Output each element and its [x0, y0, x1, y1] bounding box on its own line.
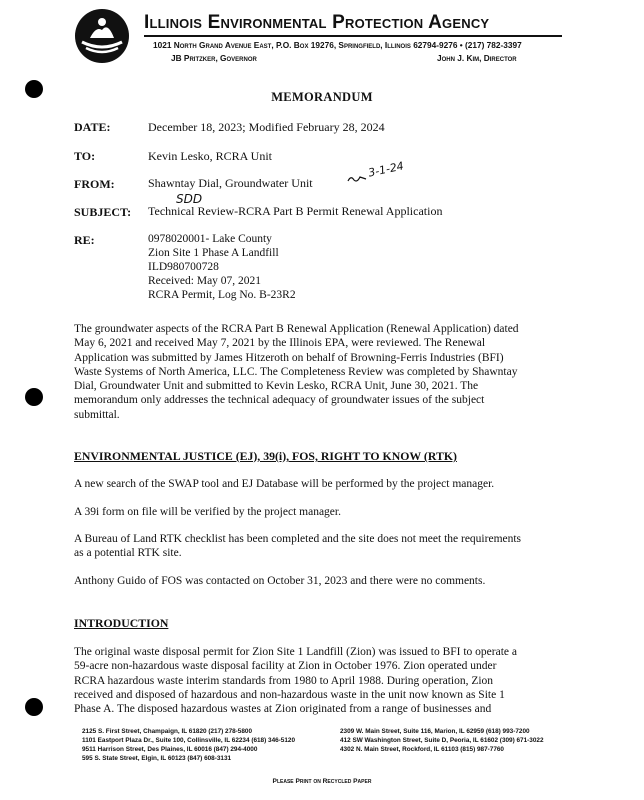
- to-value: Kevin Lesko, RCRA Unit: [148, 149, 273, 163]
- re-label: RE:: [74, 233, 95, 247]
- from-label: FROM:: [74, 177, 115, 191]
- date-label: DATE:: [74, 120, 111, 134]
- handwritten-date: 3-1-24: [367, 159, 405, 180]
- paragraph-line: May 6, 2021 and received May 7, 2021 by the Illinois EPA, were reviewed. The Renewal: [74, 337, 486, 350]
- footer-address-line: 2125 S. First Street, Champaign, IL 61820 (217) 278-5800: [82, 728, 253, 735]
- paragraph-line: 59-acre non-hazardous waste disposal facility at Zion in October 1976. Zion operated under: [74, 660, 497, 673]
- governor-name: JB Pritzker, Governor: [171, 53, 257, 63]
- agency-name: Illinois Environmental Protection Agency: [144, 12, 490, 33]
- paragraph-line: Phase A. The disposed hazardous wastes at Zion originated from a range of businesses and: [74, 703, 492, 716]
- paragraph-line: RCRA hazardous waste interim standards from 1980 to April 1988. During operation, Zion: [74, 674, 494, 687]
- paragraph-line: memorandum only addresses the technical adequacy of groundwater issues of the subject: [74, 394, 485, 407]
- paragraph-line: Application was submitted by James Hitzeroth on behalf of Browning-Ferris Industries (BFI): [74, 351, 504, 364]
- footer-address-line: 9511 Harrison Street, Des Plaines, IL 60016 (847) 294-4000: [82, 746, 258, 753]
- handwritten-initials: SDD: [176, 192, 203, 206]
- paragraph-line: Anthony Guido of FOS was contacted on October 31, 2023 and there were no comments.: [74, 575, 486, 587]
- re-line: RCRA Permit, Log No. B-23R2: [148, 289, 296, 301]
- ej-paragraph-2: [74, 505, 574, 519]
- date-value: December 18, 2023; Modified February 28, 2024: [148, 120, 385, 134]
- ej-section-title: ENVIRONMENTAL JUSTICE (EJ), 39(i), FOS, RIGHT TO KNOW (RTK): [74, 449, 457, 463]
- footer-addresses-left: [82, 727, 295, 763]
- paragraph-line: Waste Systems of North America, LLC. The Completeness Review was completed by Shawntay: [74, 365, 518, 378]
- paragraph-line: A Bureau of Land RTK checklist has been completed and the site does not meet the requirements: [74, 533, 522, 545]
- footer-address-line: 412 SW Washington Street, Suite D, Peoria, IL 61602 (309) 671-3022: [340, 737, 544, 744]
- paragraph-line: received and disposed of hazardous and non-hazardous waste in the unit now known as Site 1: [74, 688, 505, 701]
- footer-address-line: 1101 Eastport Plaza Dr., Suite 100, Collinsville, IL 62234 (618) 346-5120: [82, 737, 296, 744]
- paragraph-line: Dial, Groundwater Unit and submitted to Kevin Lesko, RCRA Unit, June 30, 2021. The: [74, 380, 479, 393]
- footer-address-line: 2309 W. Main Street, Suite 116, Marion, IL 62959 (618) 993-7200: [340, 728, 530, 735]
- paragraph-line: as a potential RTK site.: [74, 547, 182, 560]
- paragraph-line: A new search of the SWAP tool and EJ Database will be performed by the project manager.: [74, 478, 495, 490]
- ej-paragraph-4: [74, 574, 574, 588]
- ej-paragraph-1: [74, 477, 574, 491]
- signature-scribble: [347, 174, 367, 184]
- letterhead-rule: [144, 35, 562, 37]
- footer-address-line: 595 S. State Street, Elgin, IL 60123 (847) 608-3131: [82, 755, 232, 762]
- from-value: Shawntay Dial, Groundwater Unit: [148, 176, 313, 190]
- footer-address-line: 4302 N. Main Street, Rockford, IL 61103 (815) 987-7760: [340, 746, 504, 753]
- agency-address: 1021 North Grand Avenue East, P.O. Box 19276, Springfield, Illinois 62794-9276 • (217) 782-3397: [153, 40, 522, 50]
- ej-paragraph-3: [74, 532, 574, 561]
- footer-addresses-right: [340, 727, 544, 754]
- re-line: Zion Site 1 Phase A Landfill: [148, 247, 279, 259]
- binder-hole-middle: [25, 388, 43, 406]
- binder-hole-bottom: [25, 698, 43, 716]
- overview-paragraph: [74, 322, 574, 422]
- introduction-section-title: INTRODUCTION: [74, 616, 169, 630]
- memo-title: MEMORANDUM: [271, 90, 373, 104]
- paragraph-line: submittal.: [74, 408, 120, 421]
- re-line: Received: May 07, 2021: [148, 275, 262, 287]
- subject-value: Technical Review-RCRA Part B Permit Renewal Application: [148, 204, 443, 218]
- director-name: John J. Kim, Director: [437, 53, 517, 63]
- paragraph-line: The original waste disposal permit for Zion Site 1 Landfill (Zion) was issued to BFI to operate a: [74, 646, 517, 658]
- recycled-paper-note: Please Print on Recycled Paper: [272, 778, 372, 785]
- illinois-epa-logo: [74, 8, 130, 64]
- subject-label: SUBJECT:: [74, 205, 132, 219]
- paragraph-line: A 39i form on file will be verified by the project manager.: [74, 506, 341, 518]
- re-line: ILD980700728: [148, 261, 219, 273]
- re-line: 0978020001- Lake County: [148, 233, 272, 245]
- paragraph-line: The groundwater aspects of the RCRA Part B Renewal Application (Renewal Application) dated: [74, 323, 519, 335]
- to-label: TO:: [74, 149, 96, 163]
- introduction-paragraph: [74, 645, 574, 716]
